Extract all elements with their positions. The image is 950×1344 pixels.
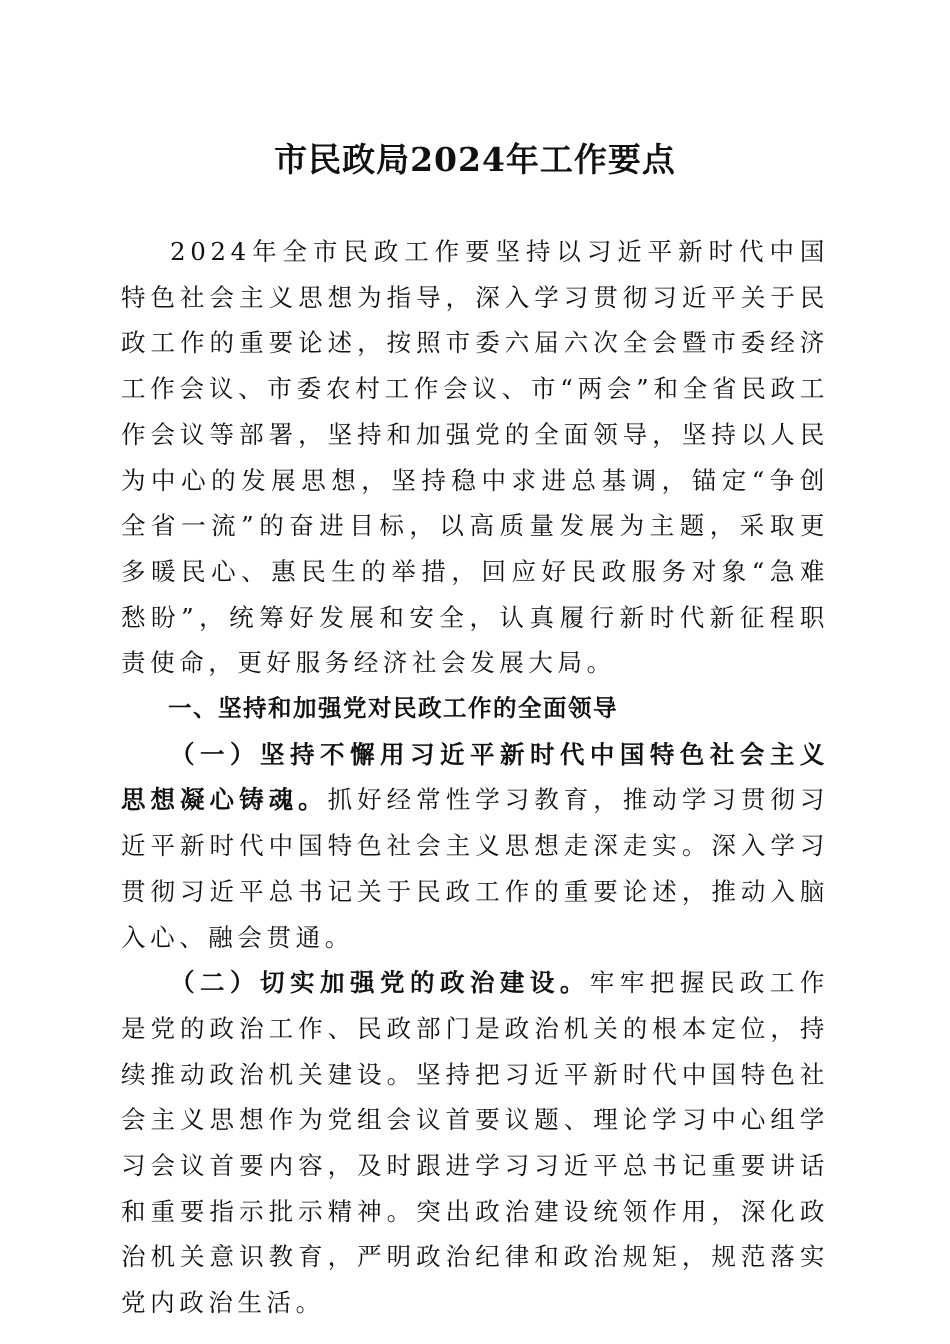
item-1-text: 抓好经常性学习教育，推动学习贯彻习近平新时代中国特色社会主义思想走深走实。深入学习贯彻习近平总书记关于民政工作的重要论述，推动入脑入心、融会贯通。 xyxy=(121,785,829,952)
item-2-text: 牢牢把握民政工作是党的政治工作、民政部门是政治机关的根本定位，持续推动政治机关建设。坚持把习近平新时代中国特色社会主义思想作为党组会议首要议题、理论学习中心组学习会议首要内容，及时跟进学习习近平总书记重要讲话和重要指示批示精神。突出政治建设统领作用，深化政治机关意识教育，严明政治纪律和政治规矩，规范落实党内政治生活。 xyxy=(121,968,829,1318)
intro-paragraph: 2024年全市民政工作要坚持以习近平新时代中国特色社会主义思想为指导，深入学习贯彻习近平关于民政工作的重要论述，按照市委六届六次全会暨市委经济工作会议、市委农村工作会议、市“两会”和全省民政工作会议等部署，坚持和加强党的全面领导，坚持以人民为中心的发展思想，坚持稳中求进总基调，锚定“争创全省一流”的奋进目标，以高质量发展为主题，采取更多暖民心、惠民生的举措，回应好民政服务对象“急难愁盼”，统筹好发展和安全，认真履行新时代新征程职责使命，更好服务经济社会发展大局。 xyxy=(121,237,829,678)
item-1-lead: （一）坚持不懈用习近平新时代中国特色社会主义思想凝心铸魂。 xyxy=(121,739,829,815)
section-heading-1: 一、坚持和加强党对民政工作的全面领导 xyxy=(168,694,618,723)
document-body xyxy=(121,229,829,1326)
section-1-item-2 xyxy=(121,960,829,1326)
document-title: 市民政局2024年工作要点 xyxy=(274,140,676,179)
item-2-lead: （二）切实加强党的政治建设。 xyxy=(170,968,590,998)
section-1-item-1 xyxy=(121,732,829,961)
